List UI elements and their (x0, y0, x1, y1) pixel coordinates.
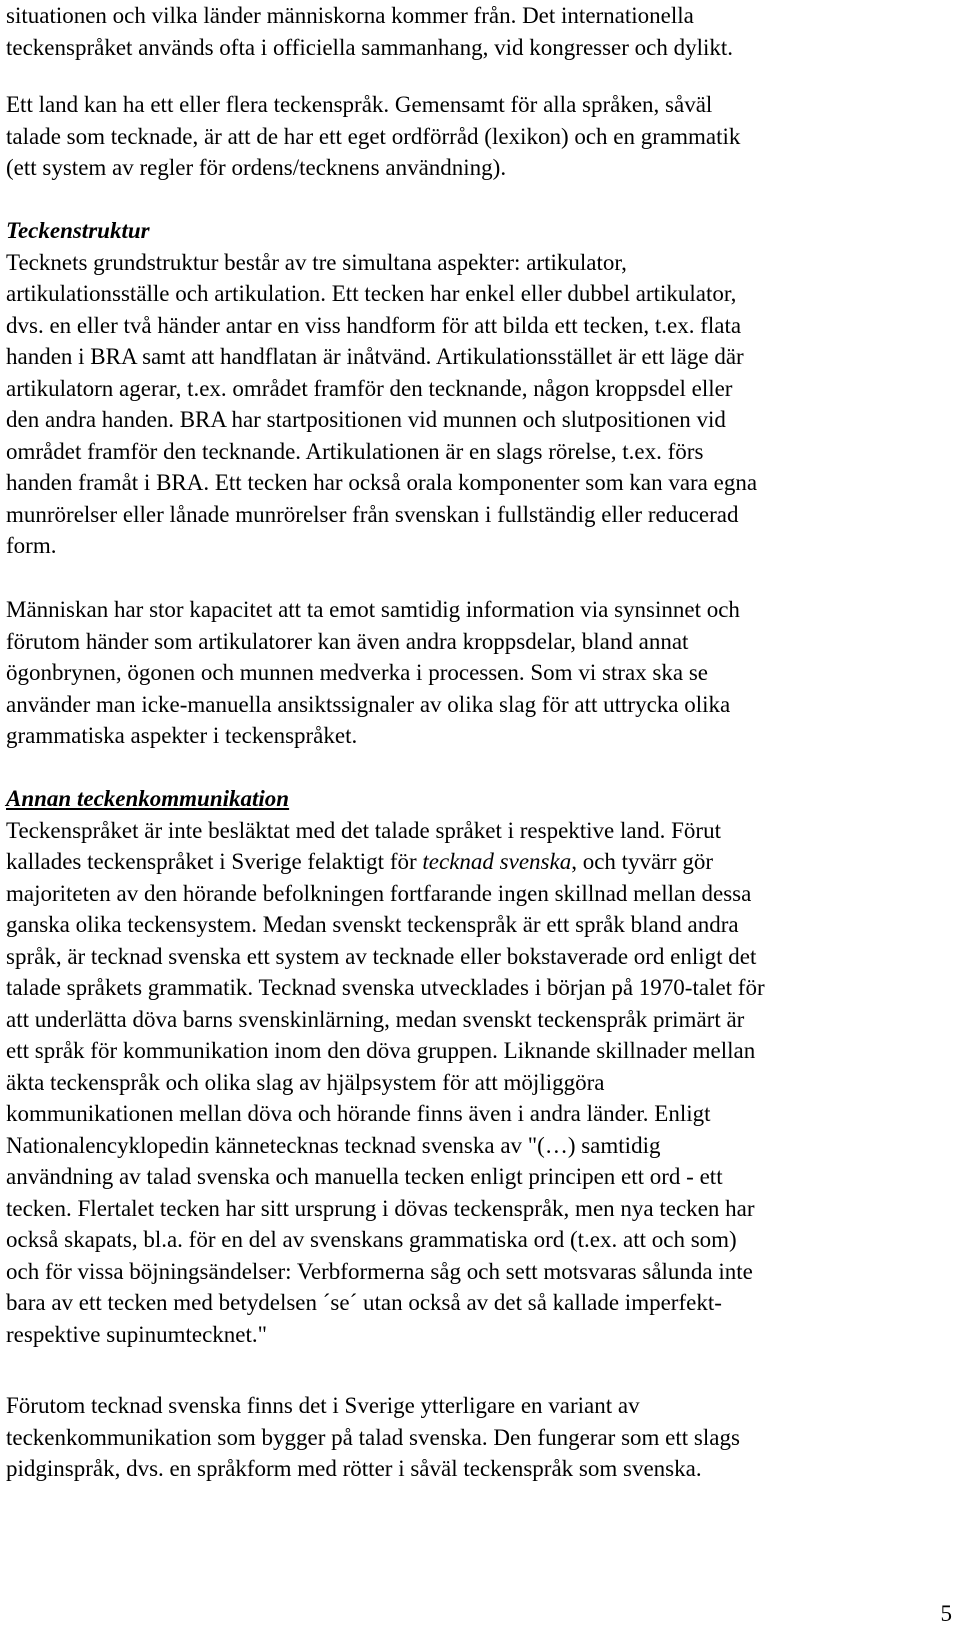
text-line: kommunikationen mellan döva och hörande finns även i andra länder. Enligt (6, 1101, 711, 1126)
text-line: och för vissa böjningsändelser: Verbformerna såg och sett motsvaras sålunda inte (6, 1258, 753, 1284)
text-line: handen i BRA samt att handflatan är inåtvänd. Artikulationsstället är ett läge där (6, 344, 744, 369)
section-annan-teckenkommunikation (6, 783, 765, 1350)
text-line: artikulatorn agerar, t.ex. området framför den tecknande, någon kroppsdel eller (6, 375, 733, 401)
text-line: (ett system av regler för ordens/tecknens användning). (6, 155, 507, 180)
text-line: Teckenspråket är inte besläktat med det talade språket i respektive land. Förut (6, 817, 721, 843)
text-line: området framför den tecknande. Artikulationen är en slags rörelse, t.ex. förs (6, 438, 704, 464)
text-line: munrörelser eller lånade munrörelser från svenskan i fullständig eller reducerad (6, 501, 739, 527)
paragraph-lexicon (6, 89, 740, 184)
italic-term: tecknad svenska (422, 849, 572, 874)
text-line: ganska olika teckensystem. Medan svenskt teckenspråk är ett språk bland andra (6, 912, 739, 937)
text-line: användning av talad svenska och manuella tecken enligt principen ett ord - ett (6, 1164, 723, 1189)
text-line: den andra handen. BRA har startpositionen vid munnen och slutpositionen vid (6, 407, 726, 432)
paragraph-forutom (6, 1390, 740, 1485)
text-line: äkta teckenspråk och olika slag av hjälpsystem för att möjliggöra (6, 1069, 605, 1095)
text-line: bara av ett tecken med betydelsen ´se´ utan också av det så kallade imperfekt- (6, 1290, 722, 1315)
text-line: situationen och vilka länder människorna kommer från. Det internationella (6, 3, 694, 28)
text-line: teckenspråket används ofta i officiella sammanhang, vid kongresser och dylikt. (6, 34, 734, 60)
text-line: tecken. Flertalet tecken har sitt ursprung i dövas teckenspråk, men nya tecken har (6, 1195, 755, 1221)
text-line: majoriteten av den hörande befolkningen fortfarande ingen skillnad mellan dessa (6, 880, 752, 906)
text-line: Förutom tecknad svenska finns det i Sverige ytterligare en variant av (6, 1393, 640, 1418)
text-line: ögonbrynen, ögonen och munnen medverka i processen. Som vi strax ska se (6, 660, 708, 685)
text-line: pidginspråk, dvs. en språkform med rötter i såväl teckenspråk som svenska. (6, 1456, 702, 1481)
text-line: språk, är tecknad svenska ett system av tecknade eller bokstaverade ord enligt det (6, 943, 757, 969)
text-line: form. (6, 533, 57, 558)
text-line-with-italic (6, 846, 765, 878)
text-line: artikulationsställe och artikulation. Ett tecken har enkel eller dubbel artikulator, (6, 281, 737, 306)
text-line: Ett land kan ha ett eller flera teckenspråk. Gemensamt för alla språken, såväl (6, 92, 713, 117)
page-number: 5 (940, 1601, 952, 1626)
text-line: dvs. en eller två händer antar en viss handform för att bilda ett tecken, t.ex. flata (6, 312, 742, 338)
paragraph-intro-continued (6, 0, 733, 63)
section-teckenstruktur (6, 215, 757, 562)
text-line: också skapats, bl.a. för en del av svenskans grammatiska ord (t.ex. att och som) (6, 1227, 737, 1252)
text-line: handen framåt i BRA. Ett tecken har också orala komponenter som kan vara egna (6, 470, 758, 495)
text-line: Tecknets grundstruktur består av tre simultana aspekter: artikulator, (6, 249, 627, 275)
text-line: använder man icke-manuella ansiktssignaler av olika slag för att uttrycka olika (6, 691, 731, 717)
text-line: förutom händer som artikulatorer kan även andra kroppsdelar, bland annat (6, 628, 689, 654)
text-line: Nationalencyklopedin kännetecknas tecknad svenska av "(…) samtidig (6, 1132, 661, 1158)
section-heading-teckenstruktur: Teckenstruktur (6, 218, 150, 243)
text-line: ett språk för kommunikation inom den döva gruppen. Liknande skillnader mellan (6, 1038, 756, 1063)
text-line: teckenkommunikation som bygger på talad svenska. Den fungerar som ett slags (6, 1424, 740, 1450)
text-line: talade som tecknade, är att de har ett eget ordförråd (lexikon) och en grammatik (6, 123, 741, 149)
text-line: talade språkets grammatik. Tecknad svenska utvecklades i början på 1970-talet för (6, 975, 765, 1000)
section-heading-annan-teckenkommunikation: Annan teckenkommunikation (6, 786, 290, 811)
text-segment: kallades teckenspråket i Sverige felaktigt för (6, 849, 423, 874)
text-line: grammatiska aspekter i teckenspråket. (6, 723, 358, 748)
text-line: respektive supinumtecknet." (6, 1321, 268, 1347)
text-line: Människan har stor kapacitet att ta emot samtidig information via synsinnet och (6, 597, 740, 622)
text-segment: , och tyvärr gör (571, 849, 713, 874)
text-line: att underlätta döva barns svenskinlärning, medan svenskt teckenspråk primärt är (6, 1006, 745, 1032)
paragraph-kapacitet (6, 594, 740, 752)
